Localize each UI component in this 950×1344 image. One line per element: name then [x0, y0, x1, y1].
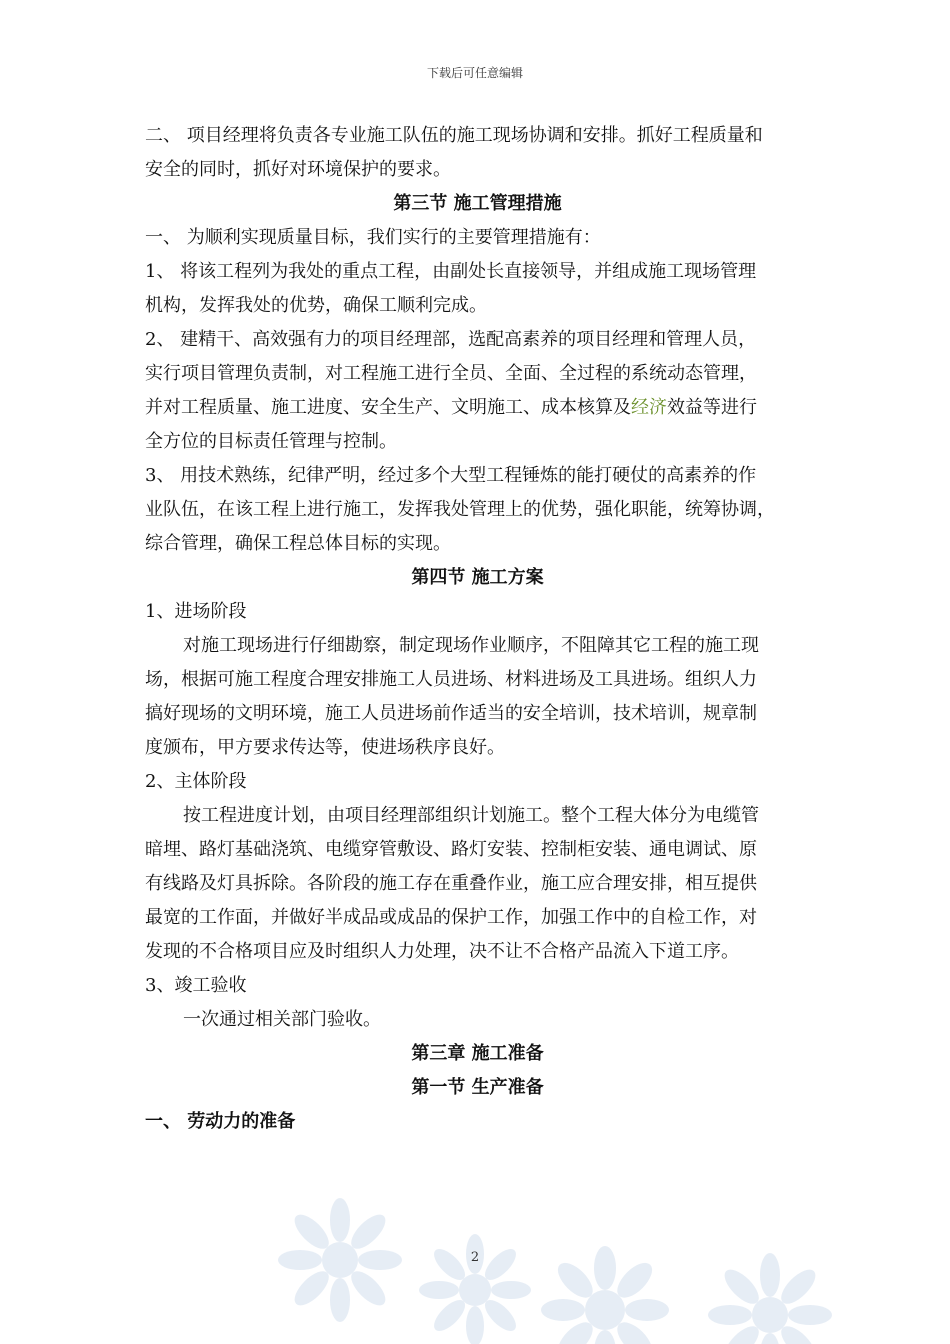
paragraph-line: 发现的不合格项目应及时组织人力处理，决不让不合格产品流入下道工序。 — [145, 941, 739, 962]
paragraph-line: 综合管理，确保工程总体目标的实现。 — [145, 533, 451, 554]
paragraph-line: 2、 建精干、高效强有力的项目经理部，选配高素养的项目经理和管理人员， — [145, 329, 757, 350]
paragraph-line: 按工程进度计划，由项目经理部组织计划施工。整个工程大体分为电缆管 — [183, 805, 759, 826]
paragraph-line: 一、 为顺利实现质量目标，我们实行的主要管理措施有： — [145, 227, 601, 248]
watermark-snowflake-pattern — [250, 1190, 850, 1344]
paragraph-line: 实行项目管理负责制，对工程施工进行全员、全面、全过程的系统动态管理， — [145, 363, 757, 384]
paragraph-line: 安全的同时，抓好对环境保护的要求。 — [145, 159, 451, 180]
paragraph-line: 搞好现场的文明环境，施工人员进场前作适当的安全培训，技术培训，规章制 — [145, 703, 757, 724]
subsection-heading: 一、 劳动力的准备 — [145, 1111, 296, 1132]
paragraph-line — [145, 391, 810, 425]
document-body — [145, 119, 810, 1139]
highlighted-keyword: 经济 — [631, 397, 667, 418]
page-header: 下载后可任意编辑 — [426, 66, 523, 80]
paragraph-line: 全方位的目标责任管理与控制。 — [145, 431, 397, 452]
paragraph-line: 一次通过相关部门验收。 — [183, 1009, 381, 1030]
section-heading: 第一节 生产准备 — [411, 1077, 544, 1098]
subsection-title: 2、主体阶段 — [145, 771, 247, 792]
paragraph-line: 暗埋、路灯基础浇筑、电缆穿管敷设、路灯安装、控制柜安装、通电调试、原 — [145, 839, 757, 860]
subsection-title: 3、竣工验收 — [145, 975, 247, 996]
paragraph-line: 度颁布，甲方要求传达等，使进场秩序良好。 — [145, 737, 505, 758]
page-number: 2 — [470, 1250, 480, 1265]
paragraph-line: 业队伍，在该工程上进行施工，发挥我处管理上的优势，强化职能，统筹协调， — [145, 499, 775, 520]
paragraph-line: 1、 将该工程列为我处的重点工程，由副处长直接领导，并组成施工现场管理 — [145, 261, 757, 282]
section-heading: 第四节 施工方案 — [411, 567, 544, 588]
section-heading: 第三节 施工管理措施 — [393, 193, 562, 214]
paragraph-line: 3、 用技术熟练，纪律严明，经过多个大型工程锤炼的能打硬仗的高素养的作 — [145, 465, 757, 486]
paragraph-line: 对施工现场进行仔细勘察，制定现场作业顺序，不阻障其它工程的施工现 — [183, 635, 759, 656]
paragraph-line: 机构，发挥我处的优势，确保工顺利完成。 — [145, 295, 487, 316]
paragraph-line: 最宽的工作面，并做好半成品或成品的保护工作，加强工作中的自检工作，对 — [145, 907, 757, 928]
line-text: 并对工程质量、施工进度、安全生产、文明施工、成本核算及 — [145, 397, 631, 418]
paragraph-line: 有线路及灯具拆除。各阶段的施工存在重叠作业，施工应合理安排，相互提供 — [145, 873, 757, 894]
paragraph-line: 场，根据可施工程度合理安排施工人员进场、材料进场及工具进场。组织人力 — [145, 669, 757, 690]
paragraph-line: 二、 项目经理将负责各专业施工队伍的施工现场协调和安排。抓好工程质量和 — [145, 125, 763, 146]
chapter-heading: 第三章 施工准备 — [411, 1043, 544, 1064]
subsection-title: 1、进场阶段 — [145, 601, 247, 622]
line-text: 效益等进行 — [667, 397, 757, 418]
